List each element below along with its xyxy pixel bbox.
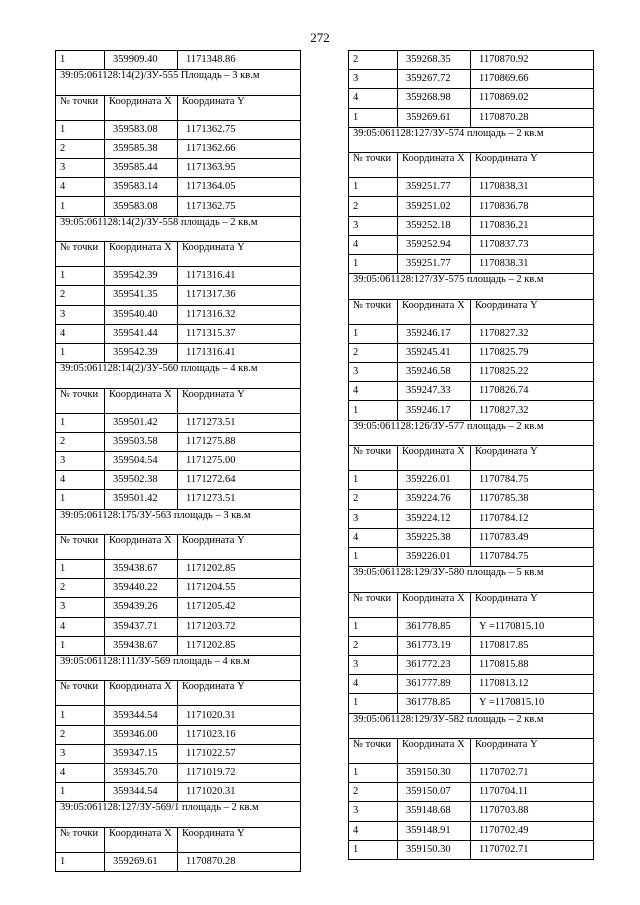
point-number: 1 — [349, 617, 398, 636]
plot-title-row — [56, 655, 301, 681]
coordinate-y-header: Координата Y — [178, 95, 301, 120]
table-row — [349, 802, 594, 821]
coordinate-y: 1171275.88 — [178, 432, 301, 451]
point-number: 3 — [349, 802, 398, 821]
coordinate-x: 359267.72 — [398, 70, 471, 89]
point-number: 1 — [349, 764, 398, 783]
coordinate-y-header: Координата Y — [471, 153, 594, 178]
table-row — [349, 363, 594, 382]
coordinate-y: 1171204.55 — [178, 579, 301, 598]
table-row — [56, 139, 301, 158]
coordinate-y: Y =1170815.10 — [471, 617, 594, 636]
table-row — [56, 560, 301, 579]
coordinate-x: 359269.61 — [398, 108, 471, 127]
table-row — [349, 509, 594, 528]
plot-title-row — [349, 713, 594, 739]
coordinate-x: 359585.38 — [105, 139, 178, 158]
coordinate-x: 359502.38 — [105, 471, 178, 490]
coordinate-x: 359501.42 — [105, 413, 178, 432]
coordinate-y-header: Координата Y — [471, 446, 594, 471]
coordinate-x: 359583.14 — [105, 178, 178, 197]
point-number: 1 — [56, 120, 105, 139]
coordinate-x-header: Координата X — [105, 827, 178, 852]
coordinate-y-header: Координата Y — [471, 739, 594, 764]
coordinate-y: 1170838.31 — [471, 255, 594, 274]
coordinate-y: 1170827.32 — [471, 401, 594, 420]
coordinate-y: 1170704.11 — [471, 783, 594, 802]
point-number: 4 — [349, 528, 398, 547]
coordinate-y: 1170836.78 — [471, 197, 594, 216]
table-row — [56, 343, 301, 362]
plot-title-row — [349, 420, 594, 446]
point-number-header: № точки — [56, 535, 105, 560]
table-row — [56, 432, 301, 451]
coordinate-y: 1171202.85 — [178, 560, 301, 579]
point-number: 1 — [56, 852, 105, 871]
coordinate-y: 1171316.32 — [178, 305, 301, 324]
table-row — [349, 70, 594, 89]
coordinate-y: 1170870.28 — [178, 852, 301, 871]
coordinate-y: 1171348.86 — [178, 51, 301, 70]
coordinate-y: 1171203.72 — [178, 617, 301, 636]
coordinate-x: 359439.26 — [105, 598, 178, 617]
coordinate-x: 359251.77 — [398, 255, 471, 274]
table-row — [56, 636, 301, 655]
point-number: 1 — [56, 267, 105, 286]
point-number: 1 — [56, 343, 105, 362]
coordinate-x-header: Координата X — [105, 681, 178, 706]
right-column — [348, 50, 594, 860]
point-number-header: № точки — [56, 827, 105, 852]
header-row — [56, 827, 301, 852]
table-row — [349, 636, 594, 655]
table-row — [56, 852, 301, 871]
point-number: 2 — [349, 197, 398, 216]
table-row — [56, 305, 301, 324]
coordinate-y: 1170838.31 — [471, 178, 594, 197]
table-row — [349, 764, 594, 783]
table-row — [56, 764, 301, 783]
coordinate-x: 361772.23 — [398, 655, 471, 674]
header-row — [56, 535, 301, 560]
coordinate-x: 359344.54 — [105, 783, 178, 802]
coordinate-y: 1171362.75 — [178, 120, 301, 139]
point-number: 1 — [349, 471, 398, 490]
point-number: 3 — [56, 598, 105, 617]
table-row — [56, 178, 301, 197]
coordinate-y: 1170836.21 — [471, 216, 594, 235]
point-number: 1 — [56, 783, 105, 802]
coordinate-x: 359501.42 — [105, 490, 178, 509]
coordinate-y: 1171273.51 — [178, 413, 301, 432]
coordinate-y: 1170784.75 — [471, 471, 594, 490]
table-row — [56, 413, 301, 432]
coordinate-x: 359269.61 — [105, 852, 178, 871]
header-row — [56, 681, 301, 706]
coordinate-y: 1171317.36 — [178, 286, 301, 305]
coordinate-y: 1170702.71 — [471, 764, 594, 783]
coordinate-x: 359503.58 — [105, 432, 178, 451]
point-number: 3 — [56, 744, 105, 763]
point-number: 1 — [349, 108, 398, 127]
coordinate-x: 359246.17 — [398, 324, 471, 343]
coordinate-y: Y =1170815.10 — [471, 694, 594, 713]
coordinate-x: 359251.02 — [398, 197, 471, 216]
coordinates-table-right — [348, 50, 594, 860]
point-number-header: № точки — [349, 446, 398, 471]
coordinate-x: 359225.38 — [398, 528, 471, 547]
point-number: 1 — [349, 178, 398, 197]
coordinate-x: 359150.30 — [398, 840, 471, 859]
coordinate-x: 359245.41 — [398, 343, 471, 362]
coordinate-x: 359246.58 — [398, 363, 471, 382]
coordinate-y: 1170702.71 — [471, 840, 594, 859]
plot-title: 39:05:061128:126/ЗУ-577 площадь – 2 кв.м — [349, 420, 594, 446]
coordinate-x: 361778.85 — [398, 617, 471, 636]
plot-title: 39:05:061128:14(2)/ЗУ-555 Площадь – 3 кв.м — [56, 70, 301, 96]
table-row — [349, 382, 594, 401]
coordinate-x: 359226.01 — [398, 471, 471, 490]
coordinate-y: 1170825.22 — [471, 363, 594, 382]
coordinate-y: 1171019.72 — [178, 764, 301, 783]
plot-title: 39:05:061128:111/ЗУ-569 площадь – 4 кв.м — [56, 655, 301, 681]
point-number: 2 — [56, 139, 105, 158]
point-number: 3 — [349, 655, 398, 674]
point-number: 3 — [349, 509, 398, 528]
coordinate-y: 1171316.41 — [178, 343, 301, 362]
coordinate-y: 1171315.37 — [178, 324, 301, 343]
coordinate-y: 1170817.85 — [471, 636, 594, 655]
table-row — [56, 579, 301, 598]
plot-title: 39:05:061128:127/ЗУ-574 площадь – 2 кв.м — [349, 127, 594, 153]
plot-title-row — [56, 363, 301, 389]
coordinate-y: 1171364.05 — [178, 178, 301, 197]
table-row — [56, 120, 301, 139]
point-number: 2 — [56, 432, 105, 451]
table-row — [56, 598, 301, 617]
table-row — [56, 490, 301, 509]
coordinate-y-header: Координата Y — [471, 299, 594, 324]
coordinate-y: 1171363.95 — [178, 159, 301, 178]
coordinate-y: 1170870.92 — [471, 51, 594, 70]
table-row — [56, 324, 301, 343]
point-number: 1 — [56, 560, 105, 579]
coordinate-y: 1170837.73 — [471, 235, 594, 254]
point-number: 3 — [349, 70, 398, 89]
coordinate-x: 359438.67 — [105, 636, 178, 655]
point-number: 1 — [349, 840, 398, 859]
coordinate-y: 1170869.02 — [471, 89, 594, 108]
coordinate-x: 359542.39 — [105, 267, 178, 286]
table-row — [56, 471, 301, 490]
coordinate-x: 359252.18 — [398, 216, 471, 235]
table-row — [349, 617, 594, 636]
plot-title: 39:05:061128:127/ЗУ-575 площадь – 2 кв.м — [349, 274, 594, 300]
table-row — [56, 451, 301, 470]
coordinate-x-header: Координата X — [398, 592, 471, 617]
point-number-header: № точки — [56, 242, 105, 267]
point-number-header: № точки — [56, 681, 105, 706]
coordinate-y-header: Координата Y — [178, 535, 301, 560]
point-number: 4 — [56, 617, 105, 636]
coordinate-x: 359909.40 — [105, 51, 178, 70]
point-number: 4 — [349, 235, 398, 254]
table-row — [349, 471, 594, 490]
point-number: 4 — [349, 675, 398, 694]
point-number: 2 — [349, 343, 398, 362]
table-row — [349, 108, 594, 127]
point-number: 1 — [349, 401, 398, 420]
coordinate-y: 1171202.85 — [178, 636, 301, 655]
point-number: 1 — [56, 413, 105, 432]
plot-title: 39:05:061128:14(2)/ЗУ-558 площадь – 2 кв.м — [56, 216, 301, 242]
table-row — [349, 821, 594, 840]
table-row — [349, 694, 594, 713]
coordinate-y: 1171020.31 — [178, 706, 301, 725]
point-number: 2 — [56, 725, 105, 744]
coordinate-y-header: Координата Y — [178, 681, 301, 706]
coordinates-table-left — [55, 50, 301, 872]
table-row — [349, 197, 594, 216]
table-row — [349, 490, 594, 509]
point-number-header: № точки — [349, 299, 398, 324]
header-row — [349, 153, 594, 178]
coordinate-y-header: Координата Y — [471, 592, 594, 617]
point-number: 4 — [56, 178, 105, 197]
coordinate-x: 359437.71 — [105, 617, 178, 636]
point-number: 2 — [56, 579, 105, 598]
point-number: 4 — [56, 471, 105, 490]
plot-title-row — [56, 70, 301, 96]
coordinate-y: 1170825.79 — [471, 343, 594, 362]
table-row — [349, 89, 594, 108]
coordinate-x: 359268.98 — [398, 89, 471, 108]
point-number: 2 — [349, 636, 398, 655]
table-row — [349, 51, 594, 70]
table-row — [56, 706, 301, 725]
coordinate-x: 359345.70 — [105, 764, 178, 783]
plot-title: 39:05:061128:127/ЗУ-569/1 площадь – 2 кв.м — [56, 802, 301, 828]
page-number: 272 — [310, 30, 330, 45]
table-row — [56, 51, 301, 70]
coordinate-y: 1170815.88 — [471, 655, 594, 674]
coordinate-y: 1170869.66 — [471, 70, 594, 89]
coordinate-y: 1170785.38 — [471, 490, 594, 509]
table-row — [349, 324, 594, 343]
coordinate-y: 1170826.74 — [471, 382, 594, 401]
coordinate-y: 1171023.16 — [178, 725, 301, 744]
table-row — [56, 267, 301, 286]
coordinate-x: 359347.15 — [105, 744, 178, 763]
point-number: 3 — [56, 305, 105, 324]
coordinate-x-header: Координата X — [398, 153, 471, 178]
point-number: 3 — [349, 216, 398, 235]
point-number: 1 — [56, 51, 105, 70]
table-row — [56, 197, 301, 216]
table-row — [349, 655, 594, 674]
coordinate-x: 359268.35 — [398, 51, 471, 70]
left-column — [55, 50, 301, 872]
coordinate-x: 359585.44 — [105, 159, 178, 178]
coordinate-x-header: Координата X — [105, 388, 178, 413]
point-number: 3 — [56, 451, 105, 470]
table-row — [349, 343, 594, 362]
table-row — [56, 783, 301, 802]
point-number: 1 — [349, 255, 398, 274]
table-row — [349, 178, 594, 197]
coordinate-y: 1171022.57 — [178, 744, 301, 763]
plot-title-row — [56, 216, 301, 242]
header-row — [349, 299, 594, 324]
coordinate-x: 359148.68 — [398, 802, 471, 821]
table-row — [56, 159, 301, 178]
table-row — [56, 725, 301, 744]
coordinate-x: 359541.35 — [105, 286, 178, 305]
point-number: 4 — [349, 821, 398, 840]
table-row — [349, 783, 594, 802]
point-number: 1 — [56, 636, 105, 655]
plot-title-row — [349, 274, 594, 300]
coordinate-x-header: Координата X — [398, 299, 471, 324]
coordinate-x: 359440.22 — [105, 579, 178, 598]
coordinate-x: 359224.12 — [398, 509, 471, 528]
point-number: 1 — [349, 547, 398, 566]
coordinate-x: 359252.94 — [398, 235, 471, 254]
point-number: 2 — [349, 51, 398, 70]
coordinate-x-header: Координата X — [105, 95, 178, 120]
point-number: 1 — [56, 706, 105, 725]
table-row — [349, 528, 594, 547]
coordinate-x: 359541.44 — [105, 324, 178, 343]
coordinate-x: 359438.67 — [105, 560, 178, 579]
coordinate-y: 1171020.31 — [178, 783, 301, 802]
point-number-header: № точки — [56, 388, 105, 413]
table-row — [349, 235, 594, 254]
plot-title-row — [349, 127, 594, 153]
coordinate-y: 1170702.49 — [471, 821, 594, 840]
point-number: 2 — [56, 286, 105, 305]
table-row — [56, 286, 301, 305]
header-row — [349, 739, 594, 764]
coordinate-y: 1171272.64 — [178, 471, 301, 490]
point-number: 3 — [349, 363, 398, 382]
coordinate-x: 359150.07 — [398, 783, 471, 802]
coordinate-x-header: Координата X — [398, 739, 471, 764]
table-row — [349, 255, 594, 274]
point-number: 3 — [56, 159, 105, 178]
coordinate-x: 359583.08 — [105, 197, 178, 216]
point-number: 1 — [349, 324, 398, 343]
coordinate-x: 361777.89 — [398, 675, 471, 694]
point-number: 4 — [56, 764, 105, 783]
coordinate-y: 1170783.49 — [471, 528, 594, 547]
header-row — [56, 95, 301, 120]
plot-title: 39:05:061128:14(2)/ЗУ-560 площадь – 4 кв.м — [56, 363, 301, 389]
coordinate-y-header: Координата Y — [178, 827, 301, 852]
coordinate-x-header: Координата X — [105, 535, 178, 560]
table-row — [349, 547, 594, 566]
point-number-header: № точки — [349, 592, 398, 617]
coordinate-x: 359246.17 — [398, 401, 471, 420]
coordinate-y: 1170827.32 — [471, 324, 594, 343]
header-row — [349, 592, 594, 617]
coordinate-x: 359247.33 — [398, 382, 471, 401]
point-number-header: № точки — [349, 739, 398, 764]
table-row — [56, 617, 301, 636]
coordinate-y-header: Координата Y — [178, 242, 301, 267]
table-row — [56, 744, 301, 763]
point-number: 2 — [349, 490, 398, 509]
coordinate-y: 1171362.75 — [178, 197, 301, 216]
coordinate-y: 1171362.66 — [178, 139, 301, 158]
point-number: 4 — [349, 382, 398, 401]
table-row — [349, 216, 594, 235]
coordinate-x: 359150.30 — [398, 764, 471, 783]
table-row — [349, 675, 594, 694]
coordinate-x: 359542.39 — [105, 343, 178, 362]
coordinate-y-header: Координата Y — [178, 388, 301, 413]
coordinate-y: 1171316.41 — [178, 267, 301, 286]
table-row — [349, 840, 594, 859]
coordinate-y: 1170703.88 — [471, 802, 594, 821]
point-number: 2 — [349, 783, 398, 802]
plot-title: 39:05:061128:175/ЗУ-563 площадь – 3 кв.м — [56, 509, 301, 535]
coordinate-x: 359344.54 — [105, 706, 178, 725]
point-number: 1 — [349, 694, 398, 713]
coordinate-x: 359226.01 — [398, 547, 471, 566]
plot-title-row — [349, 567, 594, 593]
header-row — [56, 242, 301, 267]
point-number: 4 — [56, 324, 105, 343]
plot-title-row — [56, 802, 301, 828]
point-number: 4 — [349, 89, 398, 108]
header-row — [56, 388, 301, 413]
coordinate-y: 1171205.42 — [178, 598, 301, 617]
point-number: 1 — [56, 197, 105, 216]
coordinate-y: 1170784.75 — [471, 547, 594, 566]
coordinate-x: 359583.08 — [105, 120, 178, 139]
coordinate-x-header: Координата X — [105, 242, 178, 267]
coordinate-x: 359540.40 — [105, 305, 178, 324]
header-row — [349, 446, 594, 471]
point-number-header: № точки — [56, 95, 105, 120]
coordinate-x: 359346.00 — [105, 725, 178, 744]
coordinate-x: 361778.85 — [398, 694, 471, 713]
table-row — [349, 401, 594, 420]
coordinate-y: 1171273.51 — [178, 490, 301, 509]
coordinate-x: 359251.77 — [398, 178, 471, 197]
coordinate-x: 359148.91 — [398, 821, 471, 840]
coordinate-y: 1170870.28 — [471, 108, 594, 127]
coordinate-x: 359504.54 — [105, 451, 178, 470]
coordinate-x: 359224.76 — [398, 490, 471, 509]
coordinate-x: 361773.19 — [398, 636, 471, 655]
point-number-header: № точки — [349, 153, 398, 178]
coordinate-y: 1171275.00 — [178, 451, 301, 470]
plot-title-row — [56, 509, 301, 535]
coordinate-x-header: Координата X — [398, 446, 471, 471]
coordinate-y: 1170784.12 — [471, 509, 594, 528]
plot-title: 39:05:061128:129/ЗУ-582 площадь – 2 кв.м — [349, 713, 594, 739]
point-number: 1 — [56, 490, 105, 509]
coordinate-y: 1170813.12 — [471, 675, 594, 694]
plot-title: 39:05:061128:129/ЗУ-580 площадь – 5 кв.м — [349, 567, 594, 593]
